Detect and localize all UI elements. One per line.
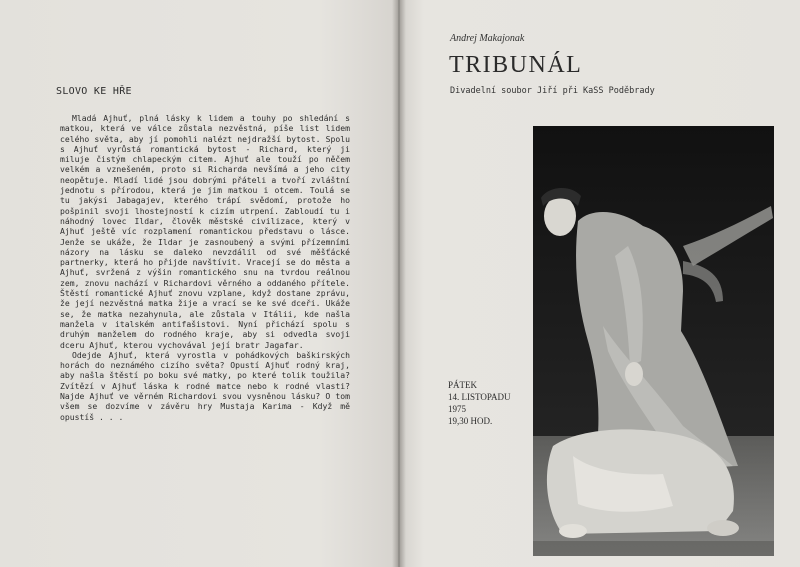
author-name: Andrej Makajonak	[450, 33, 525, 44]
synopsis-paragraph-1: Mladá Ajhuť, plná lásky k lidem a touhy po shledání s matkou, která ve válce zůstala nezvěstná, píše list lidem celého světa, aby jí pomohli nalézt nejdražší bytost. Spolu s Ajhuť vyrůstá romantická bytost - Richard, který ji miluje čistým chlapeckým citem. Ajhuť ale touží po něčem velkém a vznešeném, proto si Richarda nevšímá a jeho city neopětuje. Mladí lidé jsou dobrými přáteli a tvoří zvláštní jednotu s přírodou, která je jim matkou i otcem. Toulá se tu jakýsi Jabagajev, kterého trápí svědomí, protože ho pošpinil svoji lhostejností k cizím utrpení. Zabloudí tu i náhodný lovec Ildar, člověk městské civilizace, který v Ajhuť ještě víc rozplamení romantickou představu o lásce. Jenže se ukáže, že Ildar je zasnoubený a svými přízemními názory na lásku se daleko nevzdálil od své měšťácké partnerky, která ho přijde navštívit. Vracejí se do města a Ajhuť, svržená z výšin romantického snu na tvrdou reálnou zem, znovu nachází v Richardovi věrného a oddaného přítele. Štěstí romantické Ajhuť znovu vzplane, když dostane zprávu, že její nezvěstná matka žije a vrací se ke své dceři. Ukáže se, že matka nezahynula, ale zůstala v Itálii, kde našla manžela v italském antifašistovi. Nyní přichází spolu s druhým manželem do rodného kraje, aby si odvedla svoji dceru Ajhuť, kterou vychovával její bratr Jagafar.	[60, 113, 350, 350]
left-page	[0, 0, 398, 567]
play-title: TRIBUNÁL	[449, 52, 583, 78]
date-day: PÁTEK	[448, 380, 477, 390]
book-gutter	[392, 0, 406, 567]
theatre-troupe: Divadelní soubor Jiří při KaSS Poděbrady	[450, 86, 655, 96]
performance-date	[448, 379, 511, 427]
synopsis-text	[60, 113, 350, 422]
synopsis-paragraph-2: Odejde Ajhuť, která vyrostla v pohádkových baškirských horách do neznámého cizího světa? Opustí Ajhuť rodný kraj, aby našla štěstí po boku své matky, po které tolik toužila? Zvítězí v Ajhuť láska k rodné matce nebo k rodné vlasti? Najde Ajhuť ve věrném Richardovi svou vysněnou lásku? O tom všem se dozvíme v závěru hry Mustaja Karima - Když mě opustíš . . .	[60, 349, 350, 422]
stage-photo	[533, 126, 774, 556]
section-title: SLOVO KE HŘE	[56, 86, 132, 97]
date-year: 1975	[448, 404, 466, 414]
stage-photo-illustration	[533, 126, 774, 556]
date-time: 19,30 HOD.	[448, 416, 493, 426]
date-day-month: 14. LISTOPADU	[448, 392, 511, 402]
